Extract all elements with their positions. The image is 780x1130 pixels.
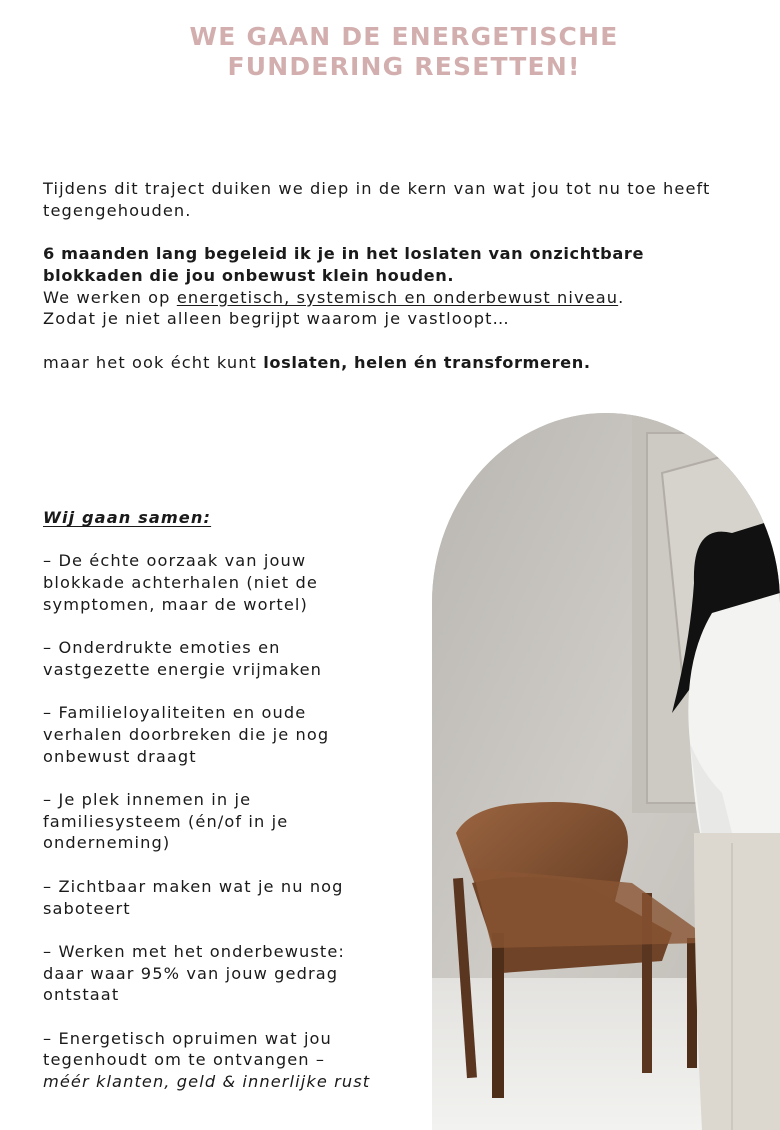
- list-item: – Zichtbaar maken wat je nu nog saboteert: [43, 876, 344, 918]
- levels-underlined: energetisch, systemisch en onderbewust niveau: [176, 287, 619, 307]
- list-item: – De échte oorzaak van jouw blokkade achterhalen (niet de symptomen, maar de wortel): [43, 551, 318, 614]
- list-item: – Werken met het onderbewuste: daar waar 95% van jouw gedrag ontstaat: [43, 941, 345, 1005]
- levels-prefix: We werken op: [43, 287, 177, 307]
- page-title: [0, 22, 780, 82]
- intro-paragraph: Tijdens dit traject duiken we diep in de kern van wat jou tot nu toe heeft tegengehouden.: [43, 179, 711, 220]
- list-item: – Familieloyaliteiten en oude verhalen doorbreken die je nog onbewust draagt: [43, 703, 330, 766]
- list-item: – Je plek innemen in je familiesysteem (én/of in je onderneming): [43, 790, 289, 853]
- closing-bold: loslaten, helen én transformeren.: [263, 352, 591, 372]
- levels-suffix: .: [618, 287, 625, 307]
- intro-bold-paragraph: [43, 243, 743, 286]
- intro-understand-line: Zodat je niet alleen begrijpt waarom je vastloopt…: [43, 309, 510, 329]
- title-line-1: WE GAAN DE ENERGETISCHE: [189, 22, 619, 51]
- intro-bold-text: 6 maanden lang begeleid ik je in het loslaten van onzichtbare blokkaden die jou onbewust klein houden.: [43, 244, 645, 285]
- woman-with-chair-photo: [432, 413, 780, 1130]
- closing-prefix: maar het ook écht kunt: [43, 352, 264, 372]
- list-item: – Onderdrukte emoties en vastgezette energie vrijmaken: [43, 638, 323, 679]
- intro-levels-line: [43, 287, 743, 309]
- list-item-last: [43, 1028, 373, 1093]
- list-heading: Wij gaan samen:: [43, 508, 212, 527]
- arch-photo: [432, 413, 780, 1130]
- title-line-2: FUNDERING RESETTEN!: [227, 52, 581, 81]
- last-item-italic: méér klanten, geld & innerlijke rust: [43, 1072, 371, 1092]
- intro-section: [43, 178, 743, 373]
- last-item-plain: – Energetisch opruimen wat jou tegenhoudt om te ontvangen –: [43, 1028, 332, 1070]
- intro-closing-line: [43, 352, 743, 374]
- benefits-list: [43, 507, 373, 1115]
